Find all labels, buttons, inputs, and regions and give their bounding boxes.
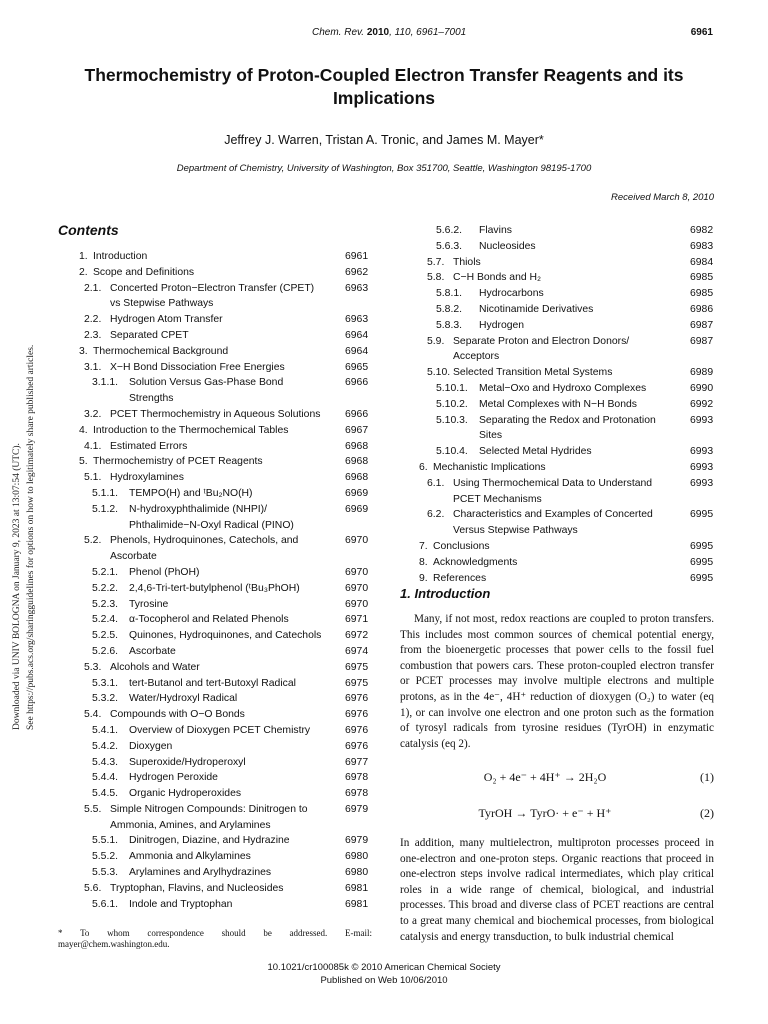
toc-entry — [0, 555, 768, 571]
toc-entry-title: Phenol (PhOH) — [129, 566, 200, 578]
toc-entry — [0, 802, 384, 834]
equation-expression: TyrOH → TyrO· + e⁻ + H⁺ — [478, 806, 612, 820]
toc-entry-page: 6992 — [690, 398, 714, 410]
toc-entry-number: 5.4.5. — [92, 788, 118, 800]
toc-entry-title-continued: PCET Mechanisms — [453, 493, 542, 505]
toc-entry — [0, 302, 768, 318]
toc-entry-page: 6970 — [345, 566, 369, 578]
toc-entry-title-continued: Strengths — [129, 393, 174, 405]
toc-entry — [0, 255, 768, 271]
toc-entry — [0, 739, 384, 755]
toc-entry-number: 5.1.1. — [92, 487, 118, 499]
toc-entry-page: 6972 — [345, 630, 369, 642]
toc-entry-number: 4.1. — [84, 440, 102, 452]
toc-entry-title: Organic Hydroperoxides — [129, 788, 242, 800]
toc-entry-page: 6978 — [345, 772, 369, 784]
contents-heading: Contents — [58, 222, 119, 238]
toc-entry-page: 6964 — [345, 345, 369, 357]
toc-entry-title: Quinones, Hydroquinones, and Catechols — [129, 630, 322, 642]
toc-entry-number: 5.2.3. — [92, 598, 118, 610]
toc-entry-number: 5.10.1. — [436, 382, 468, 394]
toc-entry-page: 6984 — [690, 256, 714, 268]
toc-entry-title: Characteristics and Examples of Concerted — [453, 509, 653, 521]
toc-entry-title: Mechanistic Implications — [433, 461, 546, 473]
toc-entry-title: Water/Hydroxyl Radical — [129, 693, 238, 705]
toc-entry-title: Metal Complexes with N−H Bonds — [479, 398, 637, 410]
toc-entry — [0, 660, 384, 676]
toc-entry-title-continued: Ammonia, Amines, and Arylamines — [110, 819, 271, 831]
toc-entry-number: 6.2. — [427, 509, 445, 521]
toc-entry-title: C−H Bonds and H₂ — [453, 272, 542, 284]
toc-entry-page: 6981 — [345, 898, 369, 910]
toc-entry — [0, 318, 768, 334]
toc-entry-page: 6968 — [345, 472, 369, 484]
toc-entry — [0, 691, 384, 707]
toc-entry-number: 6.1. — [427, 477, 445, 489]
toc-entry — [0, 849, 384, 865]
toc-entry-number: 5.6. — [84, 882, 102, 894]
toc-entry — [0, 460, 768, 476]
toc-entry-title-continued: Ascorbate — [110, 551, 157, 563]
toc-entry-page: 6993 — [690, 414, 714, 426]
toc-entry-page: 6963 — [345, 314, 369, 326]
journal-citation: Chem. Rev. 2010, 110, 6961–7001 — [312, 27, 467, 38]
toc-entry-page: 6981 — [345, 882, 369, 894]
toc-entry-number: 5.4.3. — [92, 756, 118, 768]
equation-expression: O₂ + 4e⁻ + 4H⁺ → 2H₂O — [483, 770, 607, 784]
download-notice-line2: See https://pubs.acs.org/sharingguidelines for options on how to legitimately share published articles. — [26, 344, 36, 730]
toc-entry-page: 6985 — [690, 288, 714, 300]
toc-entry-number: 9. — [419, 572, 428, 584]
toc-entry-title: tert-Butanol and tert-Butoxyl Radical — [129, 677, 296, 689]
toc-entry-page: 6975 — [345, 661, 369, 673]
toc-entry — [0, 612, 384, 628]
toc-entry-number: 1. — [79, 251, 88, 262]
page-number: 6961 — [690, 27, 713, 38]
toc-entry-number: 6. — [419, 461, 428, 473]
toc-entry-title: Simple Nitrogen Compounds: Dinitrogen to — [110, 803, 308, 815]
toc-entry-title-continued: Versus Stepwise Pathways — [453, 525, 578, 537]
toc-entry-number: 5.10.2. — [436, 398, 468, 410]
doi-copyright: 10.1021/cr100085k © 2010 American Chemical Society — [267, 962, 501, 973]
toc-entry-page: 6971 — [345, 614, 369, 626]
toc-entry-page: 6982 — [690, 225, 714, 236]
toc-entry-page: 6989 — [690, 367, 714, 379]
toc-entry-number: 2. — [79, 266, 88, 278]
toc-entry-number: 8. — [419, 556, 428, 568]
toc-entry-number: 5.4.4. — [92, 772, 118, 784]
toc-entry — [0, 833, 384, 849]
toc-entry-title: Metal−Oxo and Hydroxo Complexes — [479, 382, 647, 394]
toc-entry-page: 6993 — [690, 461, 714, 473]
toc-entry-title: Selected Transition Metal Systems — [453, 367, 613, 379]
toc-entry — [0, 223, 768, 239]
toc-entry-number: 5.10. — [427, 367, 451, 379]
toc-entry-title: Dinitrogen, Diazine, and Hydrazine — [129, 835, 290, 847]
toc-entry-number: 5.2.6. — [92, 645, 118, 657]
toc-entry-title: N-hydroxyphthalimide (NHPI)/ — [129, 503, 268, 515]
toc-entry-number: 5.4. — [84, 709, 102, 721]
toc-entry-title: Nicotinamide Derivatives — [479, 303, 594, 315]
section-heading: 1. Introduction — [400, 586, 491, 601]
toc-entry-title: X−H Bond Dissociation Free Energies — [110, 361, 285, 373]
toc-entry-number: 5.10.3. — [436, 414, 468, 426]
toc-entry — [0, 381, 768, 397]
toc-entry-page: 6980 — [345, 851, 369, 863]
toc-entry-number: 5.2.5. — [92, 630, 118, 642]
download-notice-line1: Downloaded via UNIV BOLOGNA on January 9, 2023 at 13:07:54 (UTC). — [12, 443, 22, 730]
toc-entry-page: 6993 — [690, 477, 714, 489]
toc-entry — [0, 397, 768, 413]
toc-entry-number: 5. — [79, 456, 88, 468]
toc-entry — [0, 571, 768, 587]
toc-entry-title: Estimated Errors — [110, 440, 188, 452]
toc-entry — [0, 707, 384, 723]
toc-entry-title: Hydrogen Peroxide — [129, 772, 218, 784]
toc-entry-title: Indole and Tryptophan — [129, 898, 233, 910]
toc-entry-number: 2.1. — [84, 282, 102, 294]
toc-entry-number: 5.5. — [84, 803, 102, 815]
toc-entry-number: 5.5.1. — [92, 835, 118, 847]
toc-entry-page: 6979 — [345, 803, 369, 815]
toc-entry-title: Separate Proton and Electron Donors/ — [453, 335, 630, 347]
toc-entry-page: 6987 — [690, 319, 714, 331]
toc-entry-page: 6995 — [690, 540, 714, 552]
toc-entry-page: 6993 — [690, 446, 714, 458]
toc-entry-number: 5.7. — [427, 256, 445, 268]
toc-entry-page: 6995 — [690, 572, 714, 584]
toc-entry-number: 5.8.2. — [436, 303, 462, 315]
toc-entry-page: 6977 — [345, 756, 369, 768]
toc-entry — [0, 897, 384, 913]
toc-entry-page: 6980 — [345, 867, 369, 879]
toc-entry-number: 5.8.1. — [436, 288, 462, 300]
toc-entry-page: 6969 — [345, 503, 369, 515]
toc-entry-number: 5.8.3. — [436, 319, 462, 331]
equation-1 — [400, 770, 714, 788]
toc-entry-number: 5.2.1. — [92, 566, 118, 578]
toc-entry — [0, 865, 384, 881]
toc-right-column — [0, 223, 768, 586]
toc-entry-title: Flavins — [479, 225, 512, 236]
toc-entry-number: 5.5.2. — [92, 851, 118, 863]
toc-entry-page: 6968 — [345, 440, 369, 452]
toc-entry-page: 6966 — [345, 408, 369, 420]
toc-entry-page: 6990 — [690, 382, 714, 394]
toc-entry — [0, 334, 768, 366]
toc-entry-number: 5.10.4. — [436, 446, 468, 458]
toc-entry-page: 6995 — [690, 509, 714, 521]
toc-entry — [0, 476, 768, 508]
toc-entry — [0, 365, 768, 381]
toc-entry-title-continued: Phthalimide−N-Oxyl Radical (PINO) — [129, 519, 294, 531]
toc-entry-title: Hydrogen Atom Transfer — [110, 314, 223, 326]
toc-entry-page: 6962 — [345, 266, 369, 278]
toc-entry-title: TEMPO(H) and ᵗBu₂NO(H) — [129, 487, 253, 499]
toc-entry-title: Hydroxylamines — [110, 472, 184, 484]
toc-entry — [0, 597, 384, 613]
toc-entry-page: 6966 — [345, 377, 369, 389]
toc-entry — [0, 413, 768, 445]
toc-entry-number: 3.2. — [84, 408, 102, 420]
toc-entry-page: 6970 — [345, 582, 369, 594]
affiliation: Department of Chemistry, University of Washington, Box 351700, Seattle, Washington 98195-1700 — [176, 163, 592, 174]
second-paragraph: In addition, many multielectron, multiproton processes proceed in one-electron and one-proton steps. Organic reactions that proceed in one-electron steps involve radical intermediates, which play critical roles in a wide range of chemical, biological, and industrial processes. This broad and diverse class of PCET reactions are central to a great many chemical and biochemical processes, from biological catalysis and energy transduction, to bulk industrial chemical — [400, 837, 714, 943]
toc-entry-title: References — [433, 572, 487, 584]
toc-entry-title: Hydrogen — [479, 319, 525, 331]
toc-entry-number: 3. — [79, 345, 88, 357]
toc-entry — [0, 881, 384, 897]
toc-entry-title-continued: Sites — [479, 430, 503, 442]
toc-entry-number: 5.2.4. — [92, 614, 118, 626]
toc-entry — [0, 676, 384, 692]
toc-entry-page: 6963 — [345, 282, 369, 294]
toc-entry-title: Thiols — [453, 256, 481, 268]
toc-entry-number: 5.8. — [427, 272, 445, 284]
toc-entry-title: Introduction to the Thermochemical Tables — [93, 424, 289, 436]
toc-entry-page: 6964 — [345, 329, 369, 341]
toc-entry — [0, 444, 768, 460]
toc-entry-title: Alcohols and Water — [110, 661, 200, 673]
toc-entry-number: 5.1.2. — [92, 503, 118, 515]
toc-entry-title: Separated CPET — [110, 329, 189, 341]
toc-entry-title: Thermochemistry of PCET Reagents — [93, 456, 263, 468]
toc-entry-title: Overview of Dioxygen PCET Chemistry — [129, 724, 311, 736]
toc-entry-title: Tryptophan, Flavins, and Nucleosides — [110, 882, 284, 894]
toc-entry-number: 2.2. — [84, 314, 102, 326]
toc-entry — [0, 539, 768, 555]
toc-entry-title: Scope and Definitions — [93, 266, 195, 278]
toc-entry-title: Arylamines and Arylhydrazines — [129, 867, 272, 879]
toc-entry-page: 6961 — [345, 251, 369, 262]
toc-entry-number: 4. — [79, 424, 88, 436]
toc-entry — [0, 507, 768, 539]
toc-entry — [0, 239, 768, 255]
toc-entry-number: 2.3. — [84, 329, 102, 341]
toc-entry-title: Introduction — [93, 251, 148, 262]
toc-entry-number: 3.1.1. — [92, 377, 118, 389]
toc-entry-number: 3.1. — [84, 361, 102, 373]
toc-entry-title: Ammonia and Alkylamines — [129, 851, 251, 863]
toc-entry-page: 6970 — [345, 598, 369, 610]
toc-entry-title: Concerted Proton−Electron Transfer (CPET) — [110, 282, 315, 294]
toc-entry-number: 5.2.2. — [92, 582, 118, 594]
toc-entry-title-continued: vs Stepwise Pathways — [110, 298, 214, 310]
toc-entry-title: PCET Thermochemistry in Aqueous Solutions — [110, 408, 321, 420]
equation-number: (1) — [700, 770, 714, 784]
toc-entry-page: 6978 — [345, 788, 369, 800]
toc-entry-number: 5.5.3. — [92, 867, 118, 879]
toc-entry-page: 6983 — [690, 240, 714, 252]
toc-entry-title: Ascorbate — [129, 645, 176, 657]
toc-entry-title: Using Thermochemical Data to Understand — [453, 477, 653, 489]
publication-date: Published on Web 10/06/2010 — [320, 975, 448, 986]
toc-entry — [0, 723, 384, 739]
toc-entry-page: 6968 — [345, 456, 369, 468]
toc-entry-page: 6970 — [345, 535, 369, 547]
toc-entry-title: Thermochemical Background — [93, 345, 229, 357]
toc-entry-page: 6987 — [690, 335, 714, 347]
toc-entry-title: Dioxygen — [129, 740, 173, 752]
toc-entry-title: Superoxide/Hydroperoxyl — [129, 756, 246, 768]
toc-entry-title: Solution Versus Gas-Phase Bond — [129, 377, 284, 389]
toc-entry — [0, 644, 384, 660]
toc-entry — [0, 786, 384, 802]
toc-entry-title: Compounds with O−O Bonds — [110, 709, 245, 721]
toc-entry — [0, 270, 768, 286]
toc-entry-number: 5.6.3. — [436, 240, 462, 252]
toc-entry-title: Hydrocarbons — [479, 288, 544, 300]
toc-entry-page: 6985 — [690, 272, 714, 284]
equation-2 — [400, 806, 714, 824]
toc-entry-title: Tyrosine — [129, 598, 169, 610]
toc-entry-number: 5.3. — [84, 661, 102, 673]
toc-entry-number: 5.9. — [427, 335, 445, 347]
toc-entry — [0, 628, 384, 644]
intro-paragraph: Many, if not most, redox reactions are coupled to proton transfers. This includes most common sources of chemical potential energy, from the bioenergetic processes that power cells to the fossil fuel combustion that powers cars. These proton-coupled electron transfer or PCET processes may involve multiple electrons and multiple protons, as in the 4e⁻, 4H⁺ reduction of dioxygen (O₂) to water (eq 1), or can involve one electron and one proton such as the formation of tyrosyl radicals from tyrosine residues (TyrOH) in enzymatic catalysis (eq 2). — [400, 613, 714, 750]
toc-entry-page: 6986 — [690, 303, 714, 315]
toc-entry-page: 6976 — [345, 693, 369, 705]
toc-entry-title: Separating the Redox and Protonation — [479, 414, 656, 426]
toc-entry-number: 5.3.2. — [92, 693, 118, 705]
toc-entry-title: Acknowledgments — [433, 556, 518, 568]
toc-entry-page: 6967 — [345, 424, 369, 436]
toc-entry-number: 5.1. — [84, 472, 102, 484]
toc-entry-number: 5.4.1. — [92, 724, 118, 736]
toc-entry-number: 5.6.2. — [436, 225, 462, 236]
toc-entry-title: Selected Metal Hydrides — [479, 446, 592, 458]
toc-entry-page: 6976 — [345, 709, 369, 721]
toc-entry — [0, 286, 768, 302]
toc-entry-title: Nucleosides — [479, 240, 536, 252]
toc-entry-page: 6969 — [345, 487, 369, 499]
article-title: Thermochemistry of Proton-Coupled Electron Transfer Reagents and its Implications — [84, 65, 684, 108]
author-list: Jeffrey J. Warren, Tristan A. Tronic, and James M. Mayer* — [224, 133, 544, 147]
toc-entry-number: 5.6.1. — [92, 898, 118, 910]
toc-entry-page: 6979 — [345, 835, 369, 847]
toc-entry-title: Conclusions — [433, 540, 490, 552]
toc-entry-title: α-Tocopherol and Related Phenols — [129, 614, 289, 626]
toc-entry-title: Phenols, Hydroquinones, Catechols, and — [110, 535, 299, 547]
toc-entry — [0, 770, 384, 786]
toc-entry-number: 7. — [419, 540, 428, 552]
toc-entry-number: 5.3.1. — [92, 677, 118, 689]
toc-entry — [0, 755, 384, 771]
toc-entry-page: 6965 — [345, 361, 369, 373]
toc-entry-number: 5.4.2. — [92, 740, 118, 752]
toc-entry-page: 6974 — [345, 645, 369, 657]
toc-entry-number: 5.2. — [84, 535, 102, 547]
equation-number: (2) — [700, 806, 714, 820]
toc-entry-page: 6976 — [345, 724, 369, 736]
toc-entry-page: 6995 — [690, 556, 714, 568]
toc-entry-title-continued: Acceptors — [453, 351, 500, 363]
received-date: Received March 8, 2010 — [611, 192, 714, 203]
toc-entry-page: 6975 — [345, 677, 369, 689]
correspondence-footnote: * To whom correspondence should be addressed. E-mail: mayer@chem.washington.edu. — [58, 928, 372, 949]
toc-entry-page: 6976 — [345, 740, 369, 752]
toc-entry-title: 2,4,6-Tri-tert-butylphenol (ᵗBu₃PhOH) — [129, 582, 300, 594]
